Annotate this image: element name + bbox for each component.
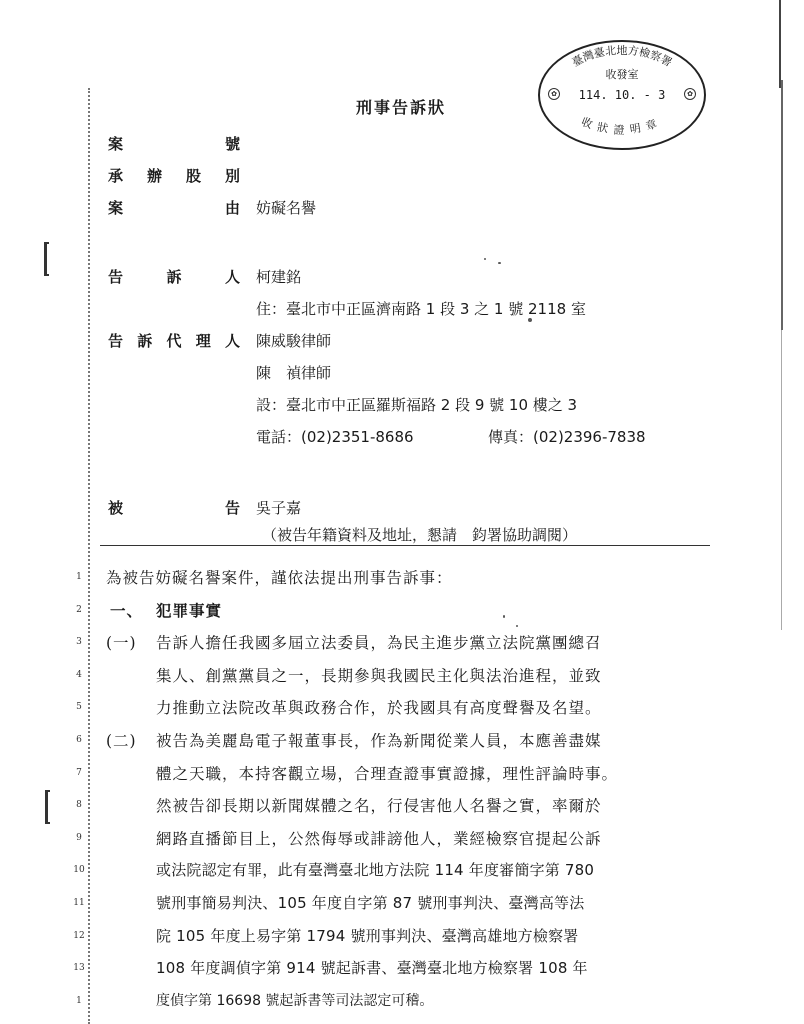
case-cause-label	[108, 197, 240, 218]
label-char: 訴	[137, 332, 153, 350]
label-char: 被	[108, 499, 124, 517]
defendant-note: （被告年籍資料及地址，懇請 鈞署協助調閱）	[262, 526, 578, 544]
stamp-caption: 收狀證明章	[579, 115, 665, 137]
line-number: 12	[73, 930, 85, 941]
binding-mark	[44, 242, 47, 276]
label-char: 由	[224, 199, 240, 217]
label-char: 訴	[166, 268, 182, 286]
line-number: 3	[76, 637, 82, 648]
scan-edge	[779, 0, 781, 88]
body-line: 體之天職，本持客觀立場，合理查證事實證據，理性評論時事。	[156, 764, 619, 783]
body-line: 為被告妨礙名譽案件，謹依法提出刑事告訴事：	[106, 569, 453, 587]
line-number: 6	[76, 735, 82, 745]
margin-line	[88, 88, 90, 1024]
body-line: 院 105 年度上易字第 1794 號刑事判決、臺灣高雄地方檢察署	[156, 926, 579, 945]
label-char: 告	[108, 332, 124, 350]
label-char: 理	[195, 332, 211, 350]
agent-lawyer-1: 陳威駿律師	[256, 332, 332, 350]
body-line: 力推動立法院改革與政務合作，於我國具有高度聲譽及名望。	[156, 699, 602, 718]
complainant-name: 柯建銘	[256, 268, 302, 286]
body-line: 號刑事簡易判決、105 年度自字第 87 號刑事判決、臺灣高等法	[156, 894, 585, 912]
scan-speck	[516, 625, 518, 627]
line-number: 5	[76, 702, 82, 713]
body-line: 網路直播節目上，公然侮辱或誹謗他人，業經檢察官提起公訴	[156, 829, 602, 848]
label-char: 辦	[146, 167, 162, 185]
document-title: 刑事告訴狀	[356, 98, 447, 117]
line-number: 4	[76, 669, 82, 680]
defendant-name: 吳子嘉	[256, 499, 302, 517]
label-char: 人	[224, 332, 240, 350]
scan-speck	[503, 615, 505, 618]
section-marker: (二)	[106, 732, 137, 750]
line-number: 2	[76, 604, 82, 615]
agent-address: 設：臺北市中正區羅斯福路 2 段 9 號 10 樓之 3	[256, 396, 578, 414]
line-number: 9	[76, 832, 82, 843]
line-number: 13	[73, 963, 85, 974]
line-number: 1	[76, 572, 82, 582]
stamp-agency: 臺灣臺北地方檢察署	[569, 44, 675, 70]
section-heading: 犯罪事實	[156, 600, 223, 620]
label-char: 股	[185, 167, 201, 185]
line-number: 10	[73, 865, 85, 876]
division-label	[108, 165, 240, 186]
line-number: 11	[73, 898, 85, 908]
label-char: 告	[224, 499, 240, 517]
stamp-date: 114. 10. - 3	[578, 88, 666, 102]
svg-text:收狀證明章	[579, 114, 664, 136]
case-number-label	[108, 133, 240, 154]
agent-label	[108, 330, 240, 351]
plum-blossom-icon: ✿	[548, 88, 560, 100]
binding-mark	[45, 790, 48, 824]
label-char: 號	[224, 135, 240, 153]
complainant-address: 住：臺北市中正區濟南路 1 段 3 之 1 號 2118 室	[256, 300, 586, 318]
body-line: 或法院認定有罪，此有臺灣臺北地方法院 114 年度審簡字第 780	[156, 861, 595, 880]
label-char: 別	[224, 167, 240, 185]
body-line: 被告為美麗島電子報董事長，作為新聞從業人員，本應善盡媒	[156, 732, 602, 750]
section-divider	[100, 545, 710, 546]
label-char: 代	[166, 332, 182, 350]
plum-blossom-icon: ✿	[684, 88, 696, 100]
stamp-office: 收發室	[605, 68, 639, 81]
scan-speck	[484, 258, 486, 260]
agent-lawyer-2: 陳 禎律師	[256, 364, 332, 382]
line-number: 8	[76, 800, 82, 811]
defendant-label	[108, 497, 240, 518]
body-line: 集人、創黨黨員之一，長期參與我國民主化與法治進程，並致	[156, 666, 602, 685]
section-marker: (一)	[106, 634, 137, 653]
label-char: 承	[108, 167, 124, 185]
label-char: 告	[108, 268, 124, 286]
scan-edge	[781, 330, 782, 630]
label-char: 人	[224, 268, 240, 286]
body-line: 108 年度調偵字第 914 號起訴書、臺灣臺北地方檢察署 108 年	[156, 959, 588, 978]
section-marker: 一、	[110, 600, 144, 620]
receipt-stamp	[538, 40, 706, 150]
line-number: 1	[76, 995, 82, 1006]
label-char: 案	[108, 135, 124, 153]
complainant-label	[108, 266, 240, 287]
body-line: 告訴人擔任我國多屆立法委員，為民主進步黨立法院黨團總召	[156, 634, 602, 653]
case-cause-value: 妨礙名譽	[256, 199, 317, 217]
line-number: 7	[76, 767, 82, 778]
label-char: 案	[108, 199, 124, 217]
agent-phone: 電話：(02)2351-8686	[256, 428, 414, 446]
agent-fax: 傳真：(02)2396-7838	[488, 428, 646, 446]
body-line: 然被告卻長期以新聞媒體之名，行侵害他人名譽之實，率爾於	[156, 797, 602, 816]
scan-edge	[781, 80, 783, 330]
body-line: 度偵字第 16698 號起訴書等司法認定可稽。	[156, 992, 434, 1009]
scan-speck	[498, 262, 501, 264]
